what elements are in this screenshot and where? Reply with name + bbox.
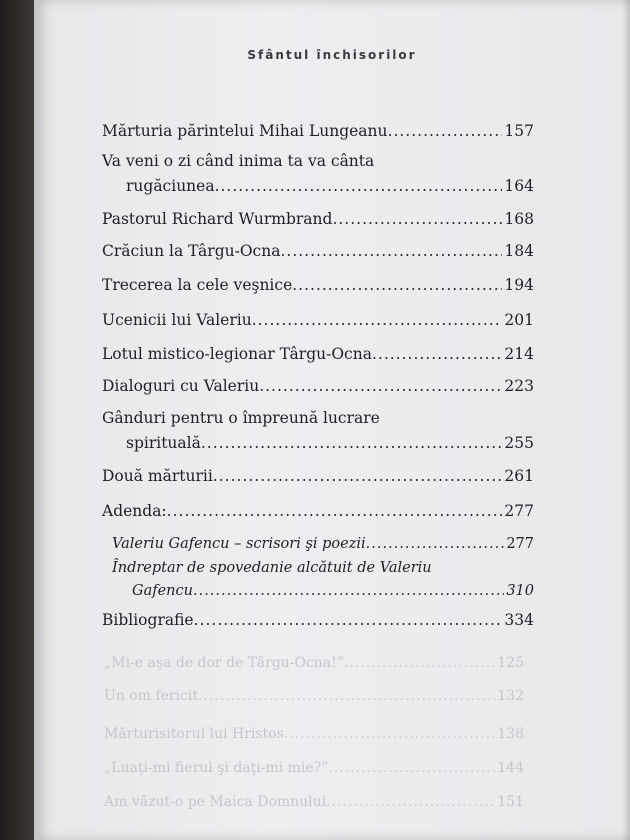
leader-dots [215,177,503,195]
leader-dots [366,536,505,552]
toc-page-number: 184 [504,242,534,260]
toc-entry-title: Adenda: [102,502,167,520]
leader-dots [328,760,495,776]
leader-dots [201,434,503,452]
toc-entry-title-continued: rugăciunea [126,177,215,195]
toc-entry-title: Mărturia părintelui Mihai Lungeanu [102,122,388,140]
toc-entry-title-continued: spirituală [126,434,201,452]
toc-entry-title: Pastorul Richard Wurmbrand [102,210,333,228]
toc-entry-title: Gânduri pentru o împreună lucrare [102,409,380,427]
toc-entry-title: Două mărturii [102,467,213,485]
leader-dots [332,210,502,228]
ghost-title: „Luaţi-mi fierul şi daţi-mi mie?” [104,760,329,776]
leader-dots [198,688,495,704]
leader-dots [280,242,502,260]
leader-dots [388,122,503,140]
ghost-title: Am văzut-o pe Maica Domnului [104,794,327,810]
toc-entry-title: Crăciun la Târgu-Ocna [102,242,281,260]
toc-page-number: 334 [504,611,534,629]
toc-page-number: 157 [504,122,534,140]
book-binding [0,0,34,840]
ghost-title: „Mi-e aşa de dor de Târgu-Ocna!” [104,655,344,671]
toc-page-number: 164 [504,177,534,195]
leader-dots [194,611,503,629]
ghost-page-number: 151 [497,794,524,810]
toc-page-number: 223 [504,377,534,395]
toc-page-number: 261 [504,467,534,485]
toc-page-number: 214 [504,345,534,363]
toc-page-number: 255 [504,434,534,452]
toc-entry-title: Bibliografie [102,611,194,629]
leader-dots [167,502,503,520]
toc-entry-title: Îndreptar de spovedanie alcătuit de Valeriu [112,560,432,576]
leader-dots [193,583,504,599]
toc-entry-title: Valeriu Gafencu – scrisori şi poezii [112,536,366,552]
leader-dots [372,345,502,363]
toc-entry-title-continued: Gafencu [132,583,193,599]
toc-entry-title: Dialoguri cu Valeriu [102,377,260,395]
toc-page-number: 310 [506,583,534,599]
toc-page-number: 277 [504,502,534,520]
toc-entry-title: Lotul mistico-legionar Târgu-Ocna [102,345,372,363]
leader-dots [259,377,502,395]
ghost-title: Mărturisitorul lui Hristos [104,726,284,742]
toc-entry-title: Va veni o zi când inima ta va cânta [102,152,375,170]
toc-page-number: 168 [504,210,534,228]
leader-dots [213,467,503,485]
leader-dots [252,311,503,329]
running-header: Sfântul închisorilor [247,48,417,62]
leader-dots [284,726,496,742]
leader-dots [292,276,502,294]
ghost-page-number: 125 [497,655,524,671]
toc-page-number: 277 [506,536,534,552]
toc-page-number: 194 [504,276,534,294]
ghost-page-number: 144 [497,760,524,776]
toc-entry-title: Trecerea la cele veşnice [102,276,293,294]
book-page [34,0,630,840]
toc-page-number: 201 [504,311,534,329]
page-edge-shadow [622,0,630,840]
leader-dots [344,655,495,671]
table-of-contents [34,0,630,840]
ghost-title: Un om fericit [104,688,199,704]
ghost-page-number: 138 [497,726,524,742]
toc-entry-title: Ucenicii lui Valeriu [102,311,252,329]
ghost-page-number: 132 [497,688,524,704]
leader-dots [326,794,495,810]
